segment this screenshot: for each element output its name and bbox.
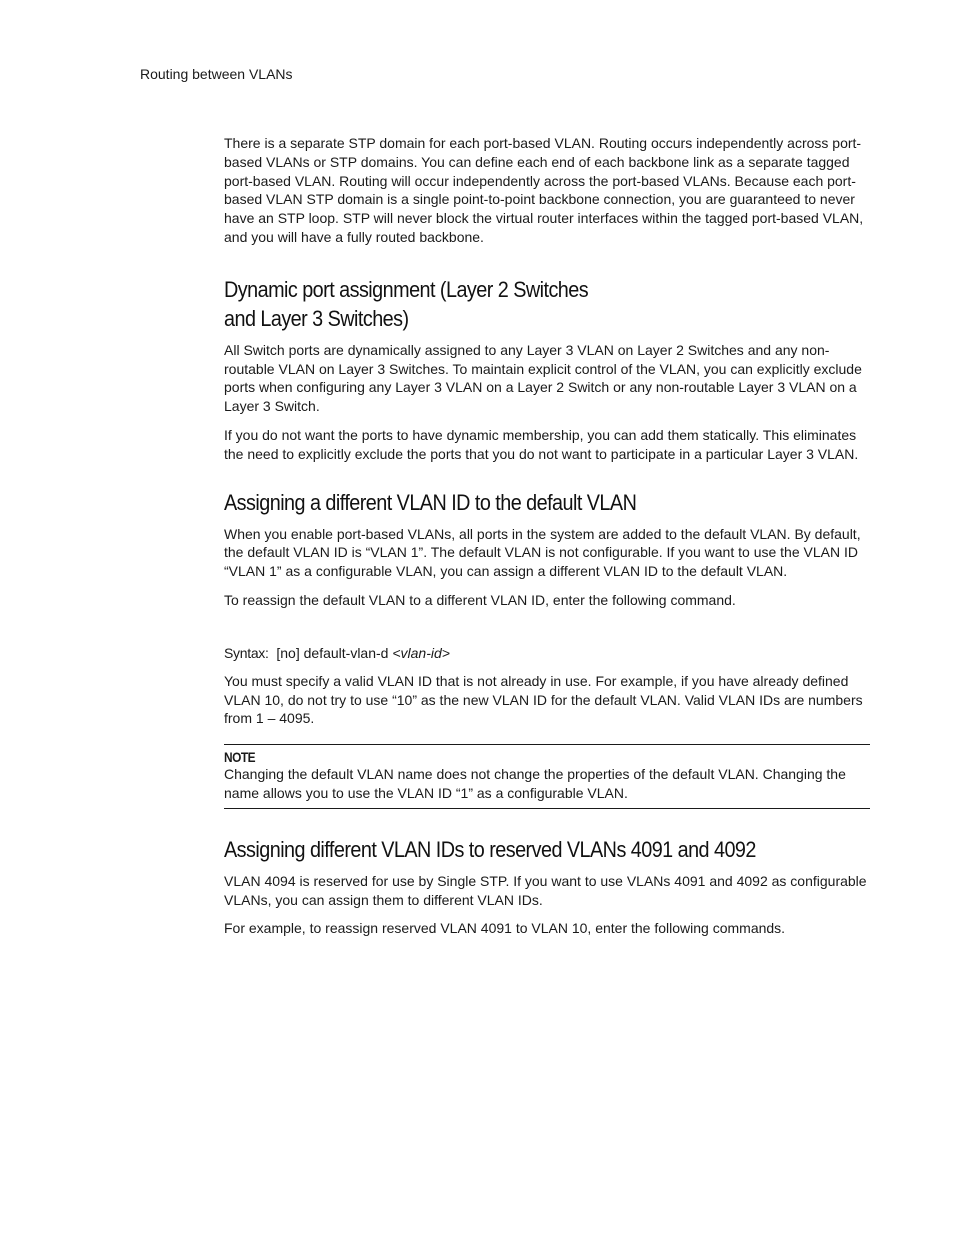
intro-paragraph: There is a separate STP domain for each port-based VLAN. Routing occurs independently across port-based VLANs or STP domains. You can define each end of each backbone link as a separate tagged port-based VLAN. Routing will occur independently across the port-based VLANs. Because each port-based VLAN STP domain is a single point-to-point backbone connection, you are guaranteed to never have an STP loop. STP will never block the virtual router interfaces within the tagged port-based VLAN, and you will have a fully routed backbone. [224,135,864,245]
syntax-command: default-vlan-d [303,644,389,661]
reserved-paragraph-1: VLAN 4094 is reserved for use by Single STP. If you want to use VLANs 4091 and 4092 as configurable VLANs, you can assign them to different VLAN IDs. [224,872,867,908]
note-title: NOTE [224,749,256,766]
page-content [224,134,870,948]
default-vlan-paragraph-1: When you enable port-based VLANs, all ports in the system are added to the default VLAN. By default, the default VLAN ID is “VLAN 1”. The default VLAN is not configurable. If you want to use the VLAN ID “VLAN 1” as a configurable VLAN, you can assign a different VLAN ID to the default VLAN. [224,525,861,580]
dynamic-paragraph-2: If you do not want the ports to have dynamic membership, you can add them statically. This eliminates the need to explicitly exclude the ports that you do not want to participate in a particular Layer 3 VLAN. [224,426,859,462]
reserved-paragraph-2: For example, to reassign reserved VLAN 4091 to VLAN 10, enter the following commands. [224,920,786,937]
syntax-label: Syntax: [224,644,269,661]
syntax-argument: <vlan-id> [392,644,450,661]
syntax-optional: [no] [276,644,300,661]
syntax-line [224,644,870,662]
heading-dynamic-port-assignment [224,275,805,333]
note-box [224,744,870,809]
heading-line-1: Dynamic port assignment (Layer 2 Switches [224,276,589,302]
heading-reserved-vlans: Assigning different VLAN IDs to reserved VLANs 4091 and 4092 [224,836,756,862]
default-vlan-paragraph-3: You must specify a valid VLAN ID that is not already in use. For example, if you have already defined VLAN 10, do not try to use “10” as the new VLAN ID for the default VLAN. Valid VLAN IDs are numbers from 1 – 4095. [224,672,863,727]
running-header: Routing between VLANs [140,66,293,82]
dynamic-paragraph-1: All Switch ports are dynamically assigned to any Layer 3 VLAN on Layer 2 Switches and any non-routable VLAN on Layer 3 Switches. To maintain explicit control of the VLAN, you can explicitly exclude ports when configuring any Layer 3 VLAN on a Layer 2 Switch or any non-routable Layer 3 VLAN on a Layer 3 Switch. [224,341,862,415]
heading-line-2: and Layer 3 Switches) [224,305,409,331]
default-vlan-paragraph-2: To reassign the default VLAN to a different VLAN ID, enter the following command. [224,591,736,608]
heading-default-vlan: Assigning a different VLAN ID to the default VLAN [224,489,637,515]
note-text: Changing the default VLAN name does not change the properties of the default VLAN. Changing the name allows you to use the VLAN ID “1” as a configurable VLAN. [224,766,846,801]
